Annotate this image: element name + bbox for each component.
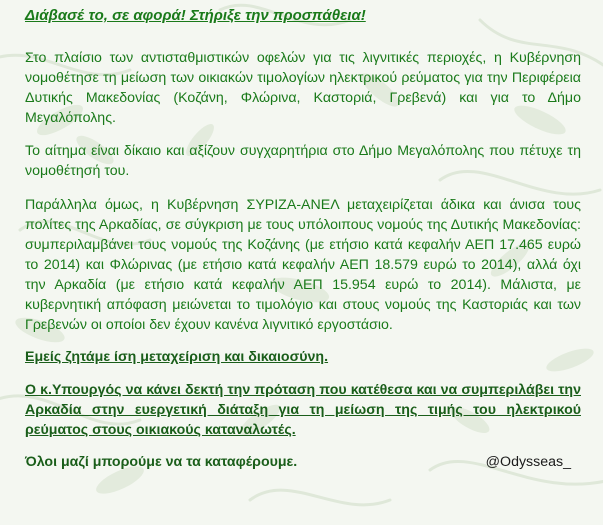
page-title: Διάβασέ το, σε αφορά! Στήριξε την προσπάθεια! [25, 7, 366, 24]
message-body [25, 6, 581, 473]
paragraph-congratulations: Το αίτημα είναι δίκαιο και αξίζουν συγχαρητήρια στο Δήμο Μεγαλόπολης που πέτυχε τη νομοθέτησή του. [25, 142, 581, 179]
closing-statement: Όλοι μαζί μπορούμε να τα καταφέρουμε. [25, 454, 298, 471]
paragraph-inequality: Παράλληλα όμως, η Κυβέρνηση ΣΥΡΙΖΑ-ΑΝΕΛ μεταχειρίζεται άδικα και άνισα τους πολίτες της Αρκαδίας, σε σύγκριση με τους υπόλοιπους νομούς της Δυτικής Μακεδονίας: συμπεριλαμβάνει τους νομούς της Κοζάνης (με ετήσιο κατά κεφαλήν ΑΕΠ 17.465 ευρώ το 2014) και Φλώρινας (με ετήσιο κατά κεφαλήν ΑΕΠ 18.579 ευρώ το 2014), αλλά όχι την Αρκαδία (με ετήσιο κατά κεφαλήν ΑΕΠ 15.954 ευρώ το 2014). Μάλιστα, με κυβερνητική απόφαση μειώνεται το τιμολόγιο και στους νομούς της Καστοριάς και των Γρεβενών οι οποίοι δεν έχουν κανένα λιγνιτικό εργοστάσιο. [25, 197, 581, 333]
demand-equal-treatment: Εμείς ζητάμε ίση μεταχείριση και δικαιοσύνη. [25, 348, 329, 365]
paragraph-intro: Στο πλαίσιο των αντισταθμιστικών οφελών για τις λιγνιτικές περιοχές, η Κυβέρνηση νομοθέτησε τη μείωση των οικιακών τιμολογίων ηλεκτρικού ρεύματος για την Περιφέρεια Δυτικής Μακεδονίας (Κοζάνη, Φλώρινα, Καστοριά, Γρεβενά) και για το Δήμο Μεγαλόπολης. [25, 50, 581, 126]
demand-minister-proposal: Ο κ.Υπουργός να κάνει δεκτή την πρόταση που κατέθεσα και να συμπεριλάβει την Αρκαδία στην ευεργετική διάταξη για τη μείωση της τιμής του ηλεκτρικού ρεύματος στους οικιακούς καταναλωτές. [25, 381, 581, 438]
signature-handle: @Odysseas_ [485, 454, 571, 471]
closing-line [25, 453, 581, 473]
